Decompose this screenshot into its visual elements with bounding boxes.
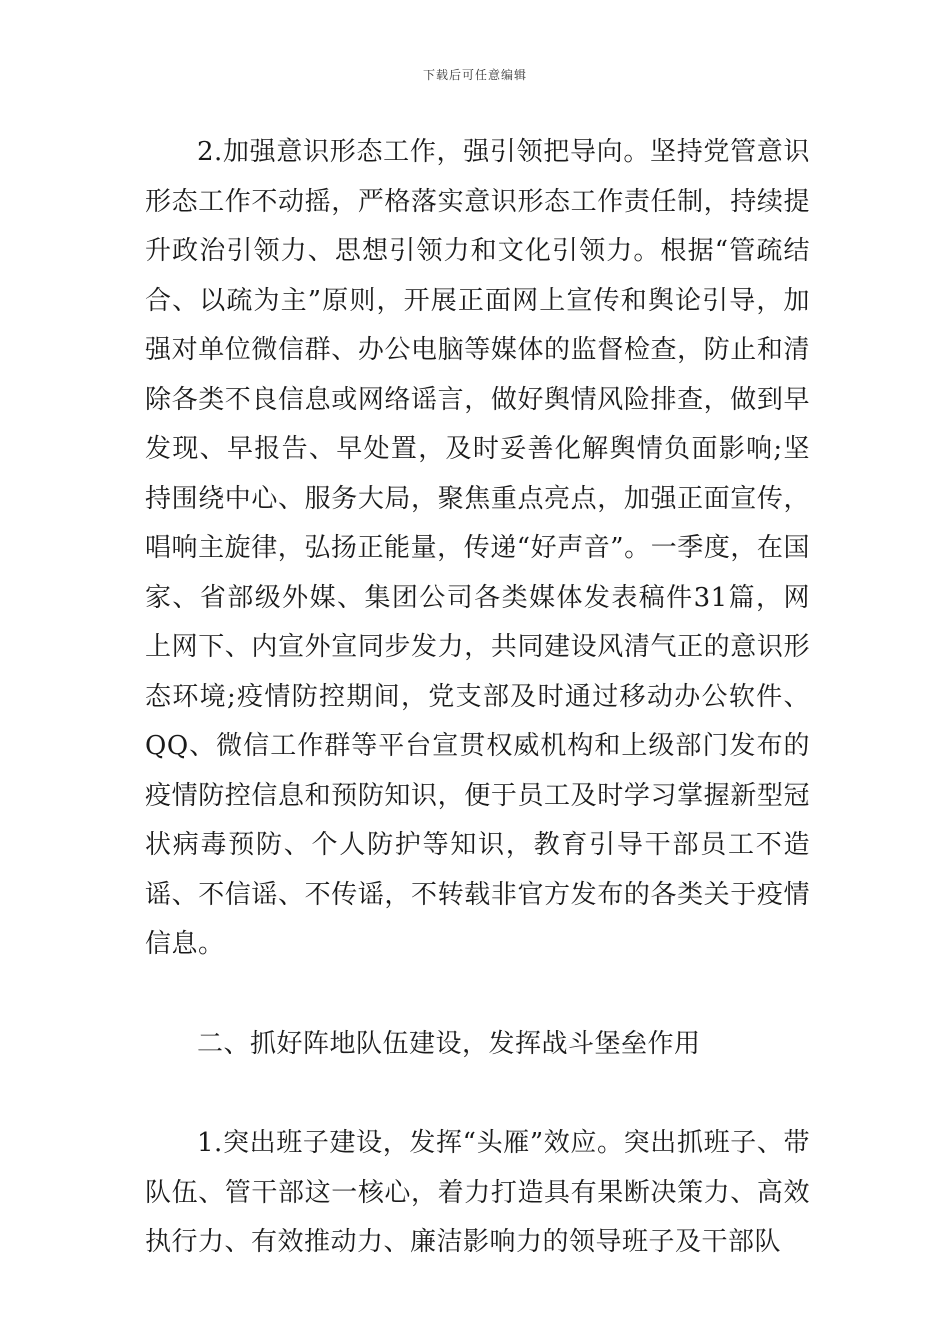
paragraph-spacer [145, 970, 810, 1020]
section-heading-2: 二、抓好阵地队伍建设，发挥战斗堡垒作用 [197, 1028, 701, 1059]
paragraph-spacer [145, 1069, 810, 1119]
paragraph-team-building: 1.突出班子建设，发挥“头雁”效应。突出抓班子、带队伍、管干部这一核心，着力打造具有果断决策力、高效执行力、有效推动力、廉洁影响力的领导班子及干部队 [145, 1128, 810, 1257]
page-header-note: 下载后可任意编辑 [422, 68, 527, 82]
document-body [145, 128, 810, 1268]
paragraph-ideology-work: 2.加强意识形态工作，强引领把导向。坚持党管意识形态工作不动摇，严格落实意识形态工作责任制，持续提升政治引领力、思想引领力和文化引领力。根据“管疏结合、以疏为主”原则，开展正面网上宣传和舆论引导，加强对单位微信群、办公电脑等媒体的监督检查，防止和清除各类不良信息或网络谣言，做好舆情风险排查，做到早发现、早报告、早处置，及时妥善化解舆情负面影响;坚持围绕中心、服务大局，聚焦重点亮点，加强正面宣传，唱响主旋律，弘扬正能量，传递“好声音”。一季度，在国家、省部级外媒、集团公司各类媒体发表稿件31篇，网上网下、内宣外宣同步发力，共同建设风清气正的意识形态环境;疫情防控期间，党支部及时通过移动办公软件、QQ、微信工作群等平台宣贯权威机构和上级部门发布的疫情防控信息和预防知识，便于员工及时学习掌握新型冠状病毒预防、个人防护等知识，教育引导干部员工不造谣、不信谣、不传谣，不转载非官方发布的各类关于疫情信息。 [145, 137, 810, 959]
